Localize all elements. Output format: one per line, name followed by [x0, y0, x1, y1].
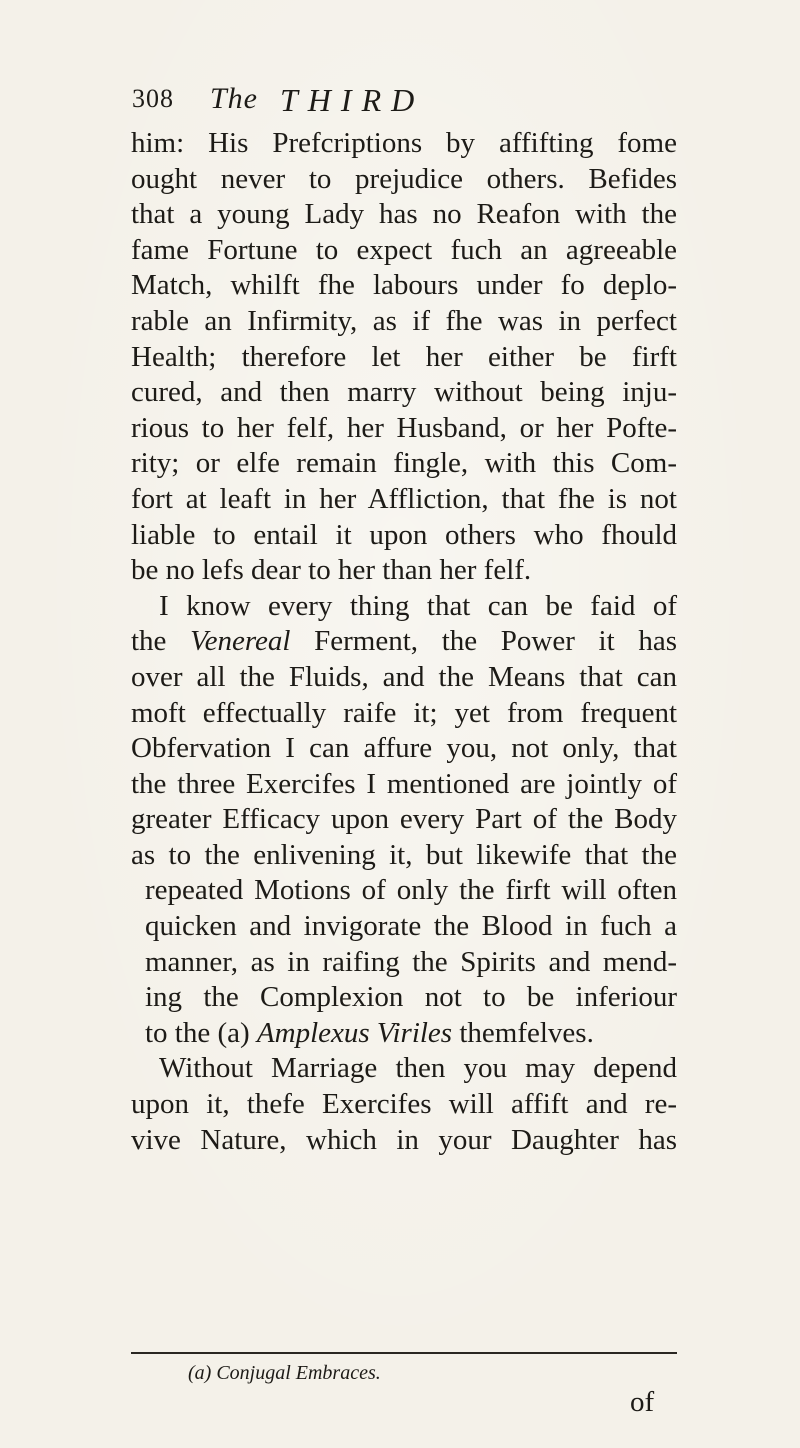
text-line: rity; or elfe remain fingle, with this Com- [131, 447, 677, 480]
text-line: quicken and invigorate the Blood in fuch a [145, 910, 677, 943]
body-text [131, 126, 677, 1158]
text-line: ing the Complexion not to be inferiour [145, 981, 677, 1014]
text-line: over all the Fluids, and the Means that can [131, 660, 677, 693]
text-line: liable to entail it upon others who fhould [131, 518, 677, 551]
text-line: him: His Prefcriptions by affifting fome [131, 127, 677, 159]
text-line: moft effectually raife it; yet from frequent [131, 696, 677, 729]
text-line: the three Exercifes I mentioned are jointly of [131, 767, 677, 800]
text-line: Health; therefore let her either be firft [131, 340, 677, 373]
text-line: repeated Motions of only the firft will often [145, 874, 677, 907]
paragraph-start-line: Without Marriage then you may depend [159, 1052, 677, 1085]
text-run: themfelves. [452, 1016, 594, 1049]
footnote-rule [131, 1352, 677, 1354]
text-line [131, 1016, 677, 1052]
text-line: fort at leaft in her Affliction, that fhe is not [131, 482, 677, 515]
running-title-third: THIRD [280, 82, 425, 118]
text-run: the [131, 625, 191, 658]
text-line: greater Efficacy upon every Part of the Body [131, 803, 677, 836]
catchword: of [630, 1386, 655, 1418]
text-line: Match, whilft fhe labours under fo deplo- [131, 269, 677, 302]
text-run: to the (a) [145, 1016, 257, 1049]
text-line: that a young Lady has no Reafon with the [131, 198, 677, 231]
text-run: Ferment, the Power it has [290, 625, 677, 658]
footnote: (a) Conjugal Embraces. [188, 1362, 381, 1384]
text-line: cured, and then marry without being inju- [131, 376, 677, 409]
text-line: rious to her felf, her Husband, or her Pofte- [131, 411, 677, 444]
italic-term-venereal: Venereal [190, 625, 291, 658]
page-number: 308 [132, 84, 174, 113]
text-line: manner, as in raifing the Spirits and mend- [145, 945, 677, 978]
text-line: upon it, thefe Exercifes will affift and re- [131, 1088, 677, 1121]
text-line: Obfervation I can affure you, not only, that [131, 732, 677, 765]
running-header [132, 82, 672, 122]
text-line: be no lefs dear to her than her felf. [131, 554, 532, 587]
paragraph-start-line: I know every thing that can be faid of [159, 589, 677, 622]
running-title-the: The [210, 82, 258, 115]
text-line: vive Nature, which in your Daughter has [131, 1123, 677, 1156]
text-line: rable an Infirmity, as if fhe was in perfect [131, 304, 677, 337]
text-line: fame Fortune to expect fuch an agreeable [131, 233, 677, 266]
text-line: ought never to prejudice others. Befides [131, 162, 677, 195]
italic-term-amplexus: Amplexus Viriles [256, 1016, 453, 1049]
text-line [131, 624, 677, 660]
text-line: as to the enlivening it, but likewife that the [131, 838, 677, 871]
